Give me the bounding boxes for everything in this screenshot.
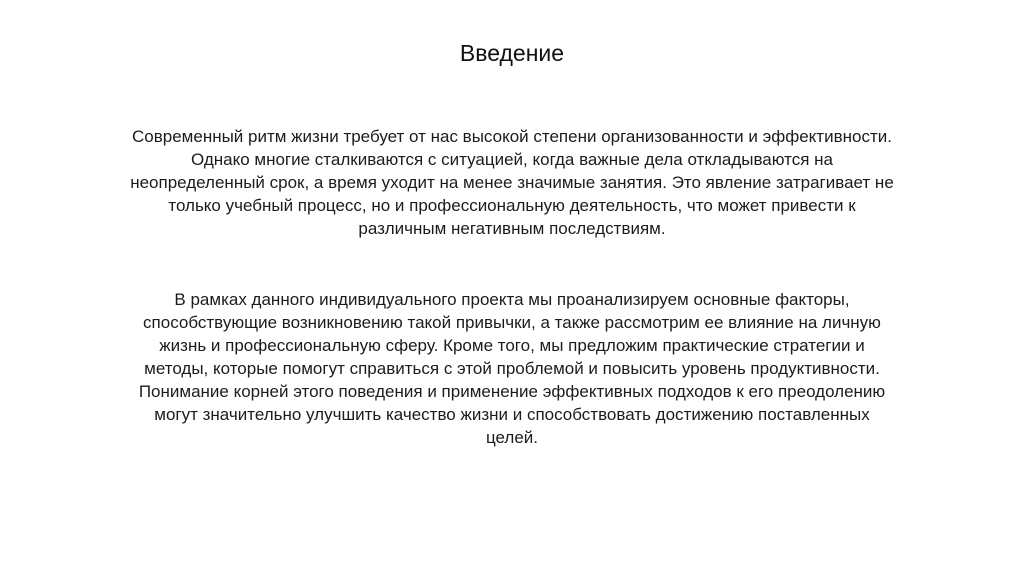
paragraph-line: только учебный процесс, но и профессиональную деятельность, что может привести к [168,196,856,215]
paragraph-line: методы, которые помогут справиться с этой проблемой и повысить уровень продуктивности. [144,359,880,378]
slide-title: Введение [459,40,565,66]
paragraph-line: различным негативным последствиям. [358,219,666,238]
intro-paragraph-1 [0,125,1024,240]
paragraph-line: целей. [485,428,539,447]
intro-paragraph-2 [0,288,1024,449]
paragraph-line: способствующие возникновению такой привычки, а также рассмотрим ее влияние на личную [143,313,881,332]
paragraph-line: В рамках данного индивидуального проекта мы проанализируем основные факторы, [174,290,850,309]
paragraph-line: неопределенный срок, а время уходит на менее значимые занятия. Это явление затрагивает не [130,173,894,192]
paragraph-line: могут значительно улучшить качество жизни и способствовать достижению поставленных [154,405,870,424]
paragraph-line: Современный ритм жизни требует от нас высокой степени организованности и эффективности. [132,127,892,146]
paragraph-line: Однако многие сталкиваются с ситуацией, когда важные дела откладываются на [190,150,834,169]
paragraph-line: жизнь и профессиональную сферу. Кроме того, мы предложим практические стратегии и [159,336,865,355]
paragraph-line: Понимание корней этого поведения и применение эффективных подходов к его преодолению [138,382,886,401]
